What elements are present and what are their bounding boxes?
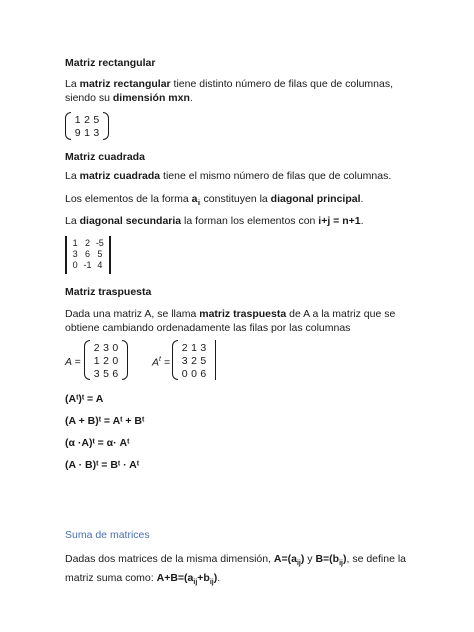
matrix-entry: 5 [200, 355, 207, 367]
matrix-entry: 3 [103, 342, 109, 354]
matrix-entry: 5 [93, 114, 100, 126]
matrix-entry: 6 [112, 368, 119, 380]
matrix-entry: 3 [93, 127, 100, 139]
matrix-entry: 1 [191, 342, 197, 354]
matrix-entry: 0 [112, 342, 119, 354]
paragraph-diagonal-secundaria: La diagonal secundaria la forman los elementos con i+j = n+1. [65, 215, 364, 227]
matrix-entry: 3 [93, 368, 100, 380]
matrix-At [172, 340, 216, 380]
heading-matriz-rectangular: Matriz rectangular [65, 57, 156, 69]
matrix-entry: 1 [93, 355, 100, 367]
heading-suma-de-matrices: Suma de matrices [65, 529, 150, 541]
matrix-entry: 5 [103, 368, 109, 380]
matrix-entry: 6 [84, 249, 90, 259]
matrix-entry: -5 [95, 238, 104, 248]
paragraph-traspuesta: Dada una matriz A, se llama matriz traspuesta de A a la matriz que se obtiene cambiando ordenadamente las filas por las columnas [65, 308, 396, 334]
label-A: A = [65, 356, 81, 368]
matrix-entry: 6 [200, 368, 207, 380]
matrix-entry: 0 [72, 260, 78, 270]
matrix-cells [92, 342, 120, 380]
matrix-entry: 1 [72, 238, 78, 248]
matrix-entry: 2 [191, 355, 197, 367]
property-1: (Aᵗ)ᵗ = A [65, 393, 104, 405]
matrix-entry: 2 [84, 114, 90, 126]
matrix-entry: 1 [84, 127, 90, 139]
property-4: (A · B)ᵗ = Bᵗ · Aᵗ [65, 459, 140, 471]
matrix-entry: 9 [74, 127, 81, 139]
matrix-entry: 2 [93, 342, 100, 354]
heading-matriz-traspuesta: Matriz traspuesta [65, 286, 152, 298]
label-At: $A^t$ = [152, 356, 171, 369]
paragraph-suma: Dadas dos matrices de la misma dimensión, $A=(a_{ij})$ y $B=(b_{ij})$, se define la matriz suma como: $A+B=(a_{ij}+b_{ij})$. [65, 553, 407, 587]
matrix-entry: 1 [74, 114, 81, 126]
matrix-entry: 2 [103, 355, 109, 367]
matrix-cells [73, 114, 101, 139]
property-2: (A + B)ᵗ = Aᵗ + Bᵗ [65, 415, 145, 427]
heading-matriz-cuadrada: Matriz cuadrada [65, 151, 145, 163]
matrix-entry: 3 [181, 355, 188, 367]
matrix-entry: 3 [200, 342, 207, 354]
matrix-entry: 2 [84, 238, 90, 248]
matrix-entry: 0 [191, 368, 197, 380]
matrix-entry: 0 [112, 355, 119, 367]
property-3: (α ·A)ᵗ = α· Aᵗ [65, 437, 130, 449]
paragraph-cuadrada: La matriz cuadrada tiene el mismo número de filas que de columnas. [65, 170, 392, 182]
matrix-A [84, 340, 128, 380]
matrix-entry: -1 [83, 260, 92, 270]
matrix-rectangular [65, 112, 109, 140]
matrix-cuadrada [65, 236, 111, 274]
matrix-entry: 4 [97, 260, 103, 270]
matrix-entry: 5 [97, 249, 103, 259]
matrix-cells [180, 342, 208, 380]
paragraph-diagonal-principal: Los elementos de la forma $a_{ii}$ constituyen la diagonal principal. [65, 193, 364, 208]
matrix-entry: 2 [181, 342, 188, 354]
matrix-cells [69, 238, 106, 270]
matrix-entry: 3 [72, 249, 78, 259]
matrix-entry: 0 [181, 368, 188, 380]
paragraph-rectangular: La matriz rectangular tiene distinto número de filas que de columnas, siendo su dimensión mxn. [65, 78, 394, 104]
